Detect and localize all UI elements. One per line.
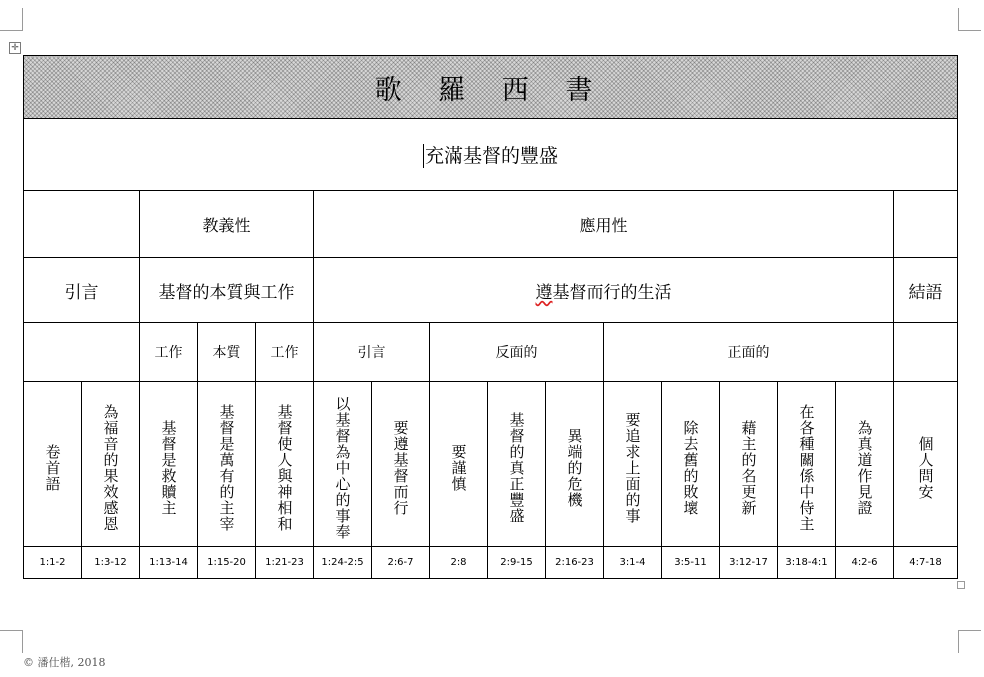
topic-text: 個人問安 xyxy=(916,436,935,500)
subsection-positive: 正面的 xyxy=(604,323,894,382)
topic-cell xyxy=(778,382,836,547)
topic-text: 異端的危機 xyxy=(565,428,584,508)
division-conclusion: 結語 xyxy=(894,258,958,323)
topic-text: 要遵基督而行 xyxy=(391,420,410,516)
verse-ref: 1:24-2:5 xyxy=(314,547,372,579)
subsection-empty-right xyxy=(894,323,958,382)
topic-cell xyxy=(372,382,430,547)
subsection-work-1: 工作 xyxy=(140,323,198,382)
topic-text: 要謹慎 xyxy=(449,444,468,492)
book-theme xyxy=(24,119,958,191)
verse-ref: 3:18-4:1 xyxy=(778,547,836,579)
category-empty-left xyxy=(24,191,140,258)
topic-text: 在各種關係中侍主 xyxy=(797,404,816,532)
crop-mark-top-right xyxy=(958,8,981,31)
topic-text: 基督使人與神相和 xyxy=(275,404,294,532)
division-life-squiggle: 遵 xyxy=(535,282,553,303)
topic-text: 基督的真正豐盛 xyxy=(507,412,526,524)
subsection-nature: 本質 xyxy=(198,323,256,382)
verse-ref: 4:2-6 xyxy=(836,547,894,579)
topic-cell xyxy=(662,382,720,547)
topic-cell xyxy=(140,382,198,547)
verse-ref: 4:7-18 xyxy=(894,547,958,579)
topic-text: 基督是救贖主 xyxy=(159,420,178,516)
verse-ref: 1:3-12 xyxy=(82,547,140,579)
book-theme-text: 充滿基督的豐盛 xyxy=(424,144,558,167)
category-doctrinal: 教義性 xyxy=(140,191,314,258)
topic-cell xyxy=(546,382,604,547)
verse-ref: 3:5-11 xyxy=(662,547,720,579)
division-life xyxy=(314,258,894,323)
topic-cell xyxy=(430,382,488,547)
topic-text: 要追求上面的事 xyxy=(623,412,642,524)
category-empty-right xyxy=(894,191,958,258)
topic-cell xyxy=(256,382,314,547)
verse-ref: 1:15-20 xyxy=(198,547,256,579)
verse-ref: 2:8 xyxy=(430,547,488,579)
topic-cell xyxy=(314,382,372,547)
subsection-intro: 引言 xyxy=(314,323,430,382)
division-intro: 引言 xyxy=(24,258,140,323)
verse-ref: 3:12-17 xyxy=(720,547,778,579)
topic-cell xyxy=(836,382,894,547)
topic-text: 以基督為中心的事奉 xyxy=(333,396,352,540)
crop-mark-bottom-right xyxy=(958,630,981,653)
text-cursor xyxy=(423,144,424,168)
subsection-empty-left xyxy=(24,323,140,382)
subsection-work-2: 工作 xyxy=(256,323,314,382)
division-life-text: 基督而行的生活 xyxy=(552,282,672,303)
topic-text: 藉主的名更新 xyxy=(739,420,758,516)
topic-text: 基督是萬有的主宰 xyxy=(217,404,236,532)
division-christ: 基督的本質與工作 xyxy=(140,258,314,323)
verse-ref: 2:6-7 xyxy=(372,547,430,579)
topic-cell xyxy=(198,382,256,547)
topic-cell xyxy=(488,382,546,547)
subsection-negative: 反面的 xyxy=(430,323,604,382)
table-resize-handle[interactable] xyxy=(957,581,965,589)
table-move-handle-icon[interactable]: ✛ xyxy=(9,42,21,54)
verse-ref: 1:13-14 xyxy=(140,547,198,579)
topic-cell xyxy=(604,382,662,547)
verse-ref: 1:21-23 xyxy=(256,547,314,579)
verse-ref: 1:1-2 xyxy=(24,547,82,579)
topic-cell xyxy=(894,382,958,547)
verse-ref: 3:1-4 xyxy=(604,547,662,579)
topic-text: 為真道作見證 xyxy=(855,420,874,516)
book-title: 歌 羅 西 書 xyxy=(24,56,958,119)
verse-ref: 2:9-15 xyxy=(488,547,546,579)
topic-text: 為福音的果效感恩 xyxy=(101,404,120,532)
verse-ref: 2:16-23 xyxy=(546,547,604,579)
crop-mark-top-left xyxy=(0,8,23,31)
topic-text: 卷首語 xyxy=(43,444,62,492)
copyright-notice: © 潘仕楷, 2018 xyxy=(23,656,106,669)
topic-cell xyxy=(82,382,140,547)
topic-cell xyxy=(24,382,82,547)
book-outline-table xyxy=(23,55,958,579)
category-applied: 應用性 xyxy=(314,191,894,258)
crop-mark-bottom-left xyxy=(0,630,23,653)
topic-text: 除去舊的敗壞 xyxy=(681,420,700,516)
topic-cell xyxy=(720,382,778,547)
